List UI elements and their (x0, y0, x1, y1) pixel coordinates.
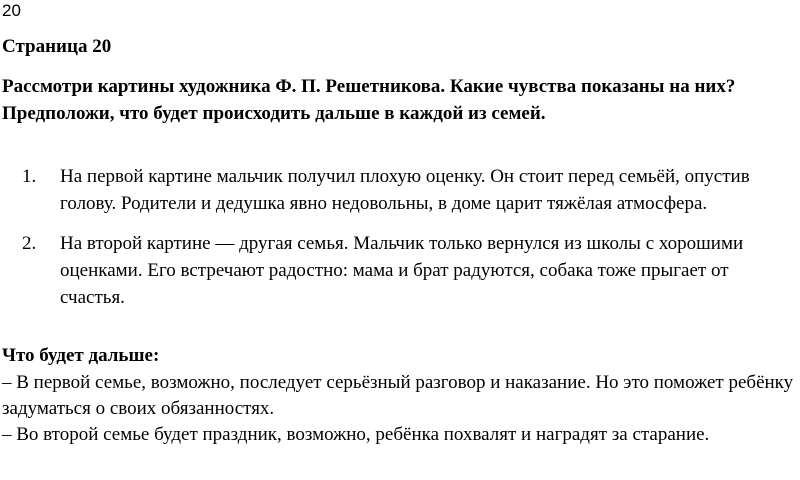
page-heading: Страница 20 (2, 36, 112, 57)
answer-paragraph (2, 370, 800, 448)
answer-line: – Во второй семье будет праздник, возможно, ребёнка похвалят и наградят за старание. (2, 424, 710, 445)
list-item-text: На первой картине мальчик получил плохую оценку. Он стоит перед семьёй, опустив голову. Родители и дедушка явно недовольны, в доме царит тяжёлая атмосфера. (60, 166, 750, 214)
list-item (0, 230, 800, 311)
answer-subheading: Что будет дальше: (2, 345, 160, 366)
list-item (0, 163, 800, 217)
list-item-number: 2. (22, 233, 37, 254)
answer-line: – В первой семье, возможно, последует серьёзный разговор и наказание. Но это поможет ребёнку задуматься о своих обязанностях. (2, 372, 794, 419)
list-item-number: 1. (22, 166, 37, 187)
list-item-text: На второй картине — другая семья. Мальчик только вернулся из школы с хорошими оценками. Его встречают радостно: мама и брат радуются, собака тоже прыгает от счастья. (60, 233, 744, 308)
answer-list (0, 163, 800, 324)
page-number: 20 (2, 1, 21, 20)
task-question: Рассмотри картины художника Ф. П. Решетникова. Какие чувства показаны на них? Предположи, что будет происходить дальше в каждой из семей. (2, 76, 736, 124)
